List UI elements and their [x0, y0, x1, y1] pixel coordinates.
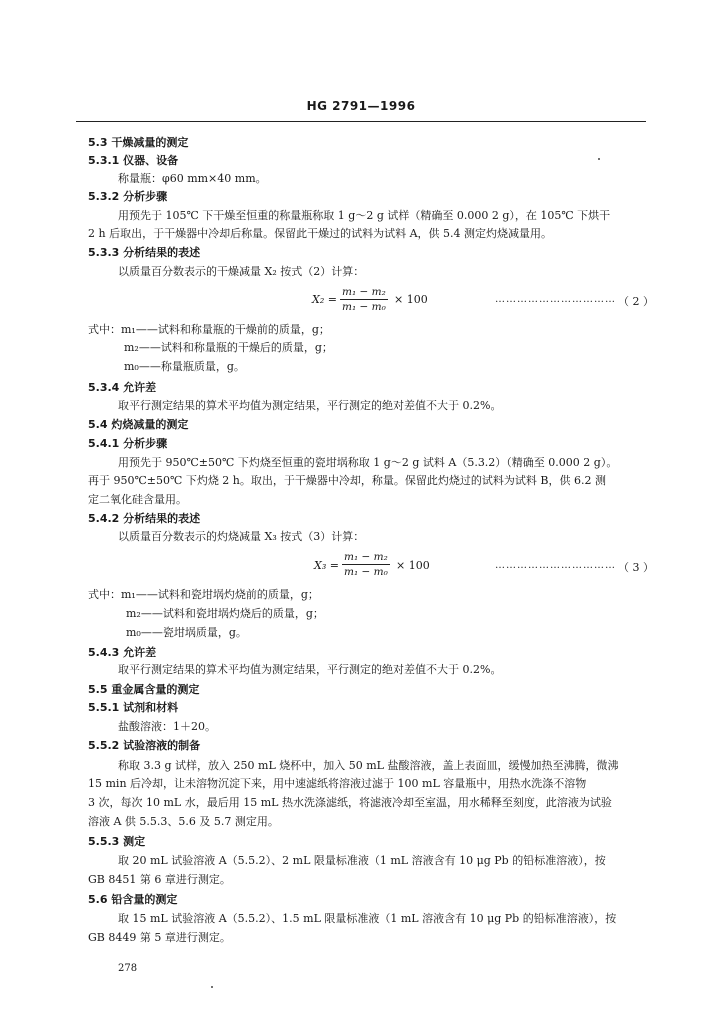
section-heading: 5.3.4 允许差 — [88, 381, 157, 394]
formula-3-numerator: m₁ − m₂ — [344, 551, 388, 563]
text-line: 取 15 mL 试验溶液 A（5.5.2）、1.5 mL 限量标准液（1 mL 溶液含有 10 μg Pb 的铅标准溶液），按 — [118, 912, 617, 925]
section-heading: 5.5.1 试剂和材料 — [88, 701, 179, 714]
formula-3-factor: × 100 — [396, 559, 430, 572]
text-line: m₂——试料和称量瓶的干燥后的质量，g； — [124, 341, 333, 354]
text-line: 3 次，每次 10 mL 水，最后用 15 mL 热水洗涤滤纸，将滤液冷却至室温，用水稀释至刻度，此溶液为试验 — [88, 796, 612, 809]
formula-3-lhs: X₃ = — [314, 559, 339, 572]
section-heading: 5.3.2 分析步骤 — [88, 190, 168, 203]
text-line: 定二氧化硅含量用。 — [88, 493, 187, 506]
formula-3-fraction — [342, 551, 390, 578]
formula-3-denominator: m₁ − m₀ — [344, 566, 388, 578]
formula-3-leader: …………………………… — [495, 560, 616, 571]
section-heading: 5.3 干燥减量的测定 — [88, 136, 189, 149]
text-line: 称量瓶：φ60 mm×40 mm。 — [118, 172, 267, 185]
section-heading: 5.3.1 仪器、设备 — [88, 154, 179, 167]
section-heading: 5.4 灼烧减量的测定 — [88, 418, 189, 431]
text-line: m₀——称量瓶质量，g。 — [124, 360, 245, 373]
page-number: 278 — [118, 963, 138, 974]
section-heading: 5.4.3 允许差 — [88, 646, 157, 659]
scan-speck — [211, 986, 213, 988]
formula-2-factor: × 100 — [394, 293, 428, 306]
formula-2-number: （ 2 ） — [618, 295, 654, 308]
scan-speck — [598, 158, 600, 160]
text-line: 取平行测定结果的算术平均值为测定结果，平行测定的绝对差值不大于 0.2%。 — [118, 663, 502, 676]
formula-2-lhs: X₂ = — [312, 293, 337, 306]
text-line: GB 8449 第 5 章进行测定。 — [88, 931, 231, 944]
text-line: 式中：m₁——试料和称量瓶的干燥前的质量，g； — [88, 323, 330, 336]
text-line: 以质量百分数表示的干燥减量 X₂ 按式（2）计算： — [118, 265, 365, 278]
formula-2-denominator: m₁ − m₀ — [342, 301, 386, 313]
text-line: 盐酸溶液：1＋20。 — [118, 720, 216, 733]
text-line: m₀——瓷坩埚质量，g。 — [126, 626, 247, 639]
text-line: GB 8451 第 6 章进行测定。 — [88, 873, 231, 886]
section-heading: 5.5.2 试验溶液的制备 — [88, 739, 201, 752]
section-heading: 5.3.3 分析结果的表述 — [88, 246, 201, 259]
text-line: 用预先于 950℃±50℃ 下灼烧至恒重的瓷坩埚称取 1 g～2 g 试料 A（5.3.2）（精确至 0.000 2 g）。 — [118, 456, 618, 469]
text-line: 15 min 后冷却，让未溶物沉淀下来，用中速滤纸将溶液过滤于 100 mL 容量瓶中，用热水洗涤不溶物 — [88, 777, 587, 790]
text-line: 式中：m₁——试料和瓷坩埚灼烧前的质量，g； — [88, 588, 319, 601]
formula-3-number: （ 3 ） — [618, 561, 654, 574]
text-line: 取平行测定结果的算术平均值为测定结果，平行测定的绝对差值不大于 0.2%。 — [118, 399, 502, 412]
text-line: 以质量百分数表示的灼烧减量 X₃ 按式（3）计算： — [118, 530, 365, 543]
section-heading: 5.4.1 分析步骤 — [88, 437, 168, 450]
section-heading: 5.5 重金属含量的测定 — [88, 683, 200, 696]
text-line: 称取 3.3 g 试样，放入 250 mL 烧杯中，加入 50 mL 盐酸溶液，盖上表面皿，缓慢加热至沸腾，微沸 — [118, 759, 619, 772]
text-line: 用预先于 105℃ 下干燥至恒重的称量瓶称取 1 g～2 g 试样（精确至 0.000 2 g），在 105℃ 下烘干 — [118, 209, 611, 222]
running-header: HG 2791—1996 — [306, 99, 416, 113]
formula-2-leader: …………………………… — [495, 294, 616, 305]
text-line: 再于 950℃±50℃ 下灼烧 2 h。取出，于干燥器中冷却，称量。保留此灼烧过的试料为试料 B，供 6.2 测 — [88, 474, 606, 487]
section-heading: 5.5.3 测定 — [88, 835, 146, 848]
section-heading: 5.6 铅含量的测定 — [88, 893, 178, 906]
formula-2-numerator: m₁ − m₂ — [342, 286, 386, 298]
text-line: 溶液 A 供 5.5.3、5.6 及 5.7 测定用。 — [88, 815, 279, 828]
header-rule — [76, 121, 646, 122]
text-line: 取 20 mL 试验溶液 A（5.5.2）、2 mL 限量标准液（1 mL 溶液含有 10 μg Pb 的铅标准溶液），按 — [118, 854, 606, 867]
formula-2-fraction — [340, 286, 388, 313]
section-heading: 5.4.2 分析结果的表述 — [88, 512, 201, 525]
text-line: 2 h 后取出，于干燥器中冷却后称量。保留此干燥过的试料为试料 A，供 5.4 测定灼烧减量用。 — [88, 227, 553, 240]
text-line: m₂——试料和瓷坩埚灼烧后的质量，g； — [126, 607, 324, 620]
